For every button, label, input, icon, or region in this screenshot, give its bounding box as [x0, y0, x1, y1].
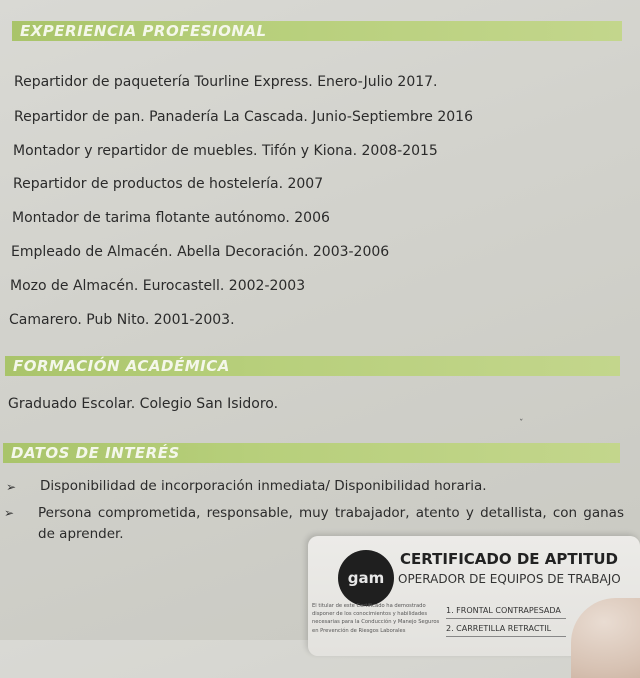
arrow-bullet-icon: ➢: [6, 480, 17, 494]
experiencia-item: Camarero. Pub Nito. 2001-2003.: [9, 312, 235, 328]
section-title-experiencia: EXPERIENCIA PROFESIONAL: [20, 22, 267, 40]
section-title-formacion: FORMACIÓN ACADÉMICA: [13, 357, 230, 375]
ink-mark: ˇ: [519, 419, 524, 429]
gam-logo-icon: [338, 550, 394, 606]
card-item-underline: [446, 636, 566, 637]
section-bar-datos: [3, 443, 620, 463]
experiencia-item: Empleado de Almacén. Abella Decoración. 2003-2006: [11, 244, 390, 260]
section-title-datos: DATOS DE INTERÉS: [11, 444, 180, 462]
card-subtitle: OPERADOR DE EQUIPOS DE TRABAJO: [398, 572, 621, 586]
experiencia-item: Montador y repartidor de muebles. Tifón y Kiona. 2008-2015: [13, 143, 438, 159]
datos-item: Disponibilidad de incorporación inmediata/ Disponibilidad horaria.: [40, 478, 487, 494]
experiencia-item: Repartidor de productos de hostelería. 2007: [13, 176, 324, 192]
experiencia-item: Mozo de Almacén. Eurocastell. 2002-2003: [10, 278, 306, 294]
card-fine-print: El titular de este Certificado ha demostrado disponer de los conocimientos y habilidades necesarias para la Conducción y Manejo Seguros en Prevención de Riesgos Laborales: [312, 603, 440, 634]
formacion-item: Graduado Escolar. Colegio San Isidoro.: [8, 396, 279, 412]
card-item: 2. CARRETILLA RETRACTIL: [446, 624, 552, 633]
experiencia-item: Montador de tarima flotante autónomo. 2006: [12, 210, 330, 226]
section-bar-formacion: [5, 356, 620, 376]
card-title: CERTIFICADO DE APTITUD: [400, 550, 619, 568]
experiencia-item: Repartidor de paquetería Tourline Express. Enero-Julio 2017.: [14, 74, 438, 90]
arrow-bullet-icon: ➢: [4, 506, 15, 520]
card-item: 1. FRONTAL CONTRAPESADA: [446, 606, 561, 615]
logo-text: gam: [347, 569, 385, 587]
card-item-underline: [446, 618, 566, 619]
experiencia-item: Repartidor de pan. Panadería La Cascada. Junio-Septiembre 2016: [14, 109, 473, 125]
datos-item: Persona comprometida, responsable, muy trabajador, atento y detallista, con ganas de aprender.: [38, 505, 624, 542]
section-bar-experiencia: [12, 21, 622, 41]
